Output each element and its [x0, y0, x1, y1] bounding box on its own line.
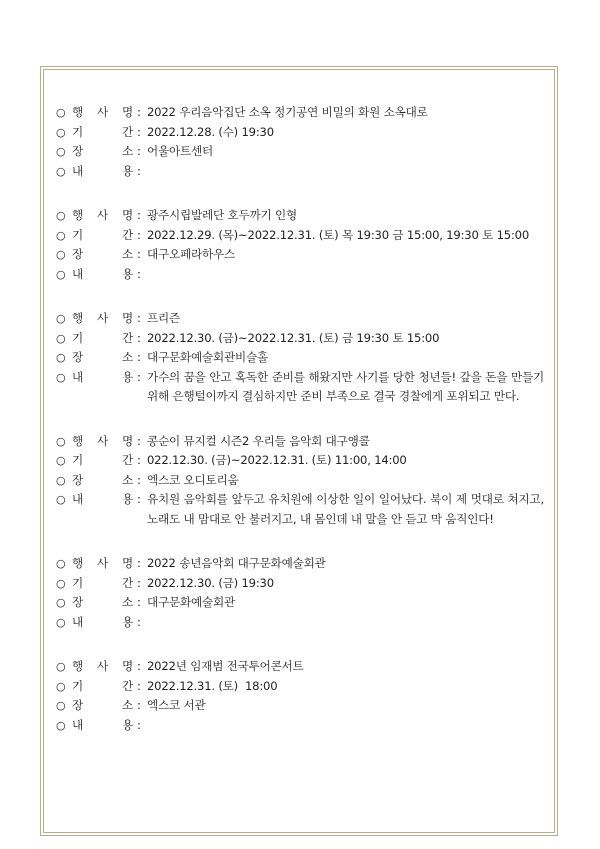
label-venue: 장 소 [72, 595, 133, 609]
label-content: 내 용 [72, 369, 133, 384]
event-period-row [56, 226, 544, 246]
bullet-icon: ○ [56, 576, 66, 590]
colon: : [137, 556, 141, 570]
label-name: 행 사 명 [72, 556, 133, 570]
colon: : [137, 717, 141, 732]
colon: : [137, 350, 141, 364]
event-list [56, 103, 548, 760]
colon: : [137, 208, 141, 222]
event-name-row [56, 103, 544, 123]
bullet-icon: ○ [56, 351, 66, 364]
event-name-row [56, 206, 544, 226]
label-venue: 장 소 [72, 247, 133, 261]
event-name-row [56, 309, 544, 329]
colon: : [137, 247, 141, 261]
event-content-row [56, 265, 544, 285]
event-content-row [56, 368, 548, 407]
event-name-row [56, 554, 544, 574]
label-period: 기 간 [72, 575, 133, 590]
bullet-icon: ○ [56, 434, 66, 448]
event-period-row [56, 574, 544, 594]
bullet-icon: ○ [56, 615, 66, 629]
bullet-icon: ○ [56, 209, 66, 222]
event-venue-row [56, 593, 544, 613]
colon: : [137, 266, 141, 281]
event-period-row [56, 677, 544, 697]
bullet-icon: ○ [56, 473, 66, 487]
label-content: 내 용 [72, 266, 133, 281]
event-venue: 어울아트센터 [147, 144, 213, 158]
event-period: 2022.12.31. (토) 18:00 [147, 678, 278, 693]
colon: : [137, 369, 141, 384]
event-period: 2022.12.28. (수) 19:30 [147, 124, 274, 139]
event-item [56, 309, 548, 407]
event-period-row [56, 123, 544, 143]
event-period: 2022.12.30. (금)~2022.12.31. (토) 금 19:30 토 15:00 [147, 330, 440, 345]
bullet-icon: ○ [56, 454, 66, 467]
colon: : [137, 575, 141, 590]
bullet-icon: ○ [56, 248, 66, 261]
event-venue-row [56, 245, 544, 265]
event-venue-row [56, 142, 544, 162]
event-name: 2022년 임재범 전국투어콘서트 [147, 659, 304, 673]
label-period: 기 간 [72, 453, 133, 467]
bullet-icon: ○ [56, 145, 66, 158]
bullet-icon: ○ [56, 718, 66, 732]
bullet-icon: ○ [56, 106, 66, 119]
event-venue-row [56, 348, 544, 368]
label-content: 내 용 [72, 492, 133, 506]
label-venue: 장 소 [72, 472, 133, 487]
colon: : [137, 614, 141, 629]
colon: : [137, 678, 141, 693]
event-content-row [56, 490, 548, 529]
colon: : [137, 311, 141, 325]
bullet-icon: ○ [56, 125, 66, 139]
event-name: 프리즌 [147, 311, 180, 325]
label-period: 기 간 [72, 227, 133, 242]
label-venue: 장 소 [72, 698, 133, 712]
colon: : [137, 105, 141, 119]
event-content-row [56, 613, 544, 633]
label-name: 행 사 명 [72, 433, 133, 448]
event-content-row [56, 162, 544, 182]
event-name: 2022 송년음악회 대구문화예술회관 [147, 556, 326, 570]
event-period: 022.12.30. (금)~2022.12.31. (토) 11:00, 14:00 [147, 453, 407, 467]
event-period: 2022.12.30. (금) 19:30 [147, 575, 274, 590]
colon: : [137, 227, 141, 242]
label-period: 기 간 [72, 678, 133, 693]
bullet-icon: ○ [56, 164, 66, 178]
event-period: 2022.12.29. (목)~2022.12.31. (토) 목 19:30 금 15:00, 19:30 토 15:00 [147, 227, 530, 242]
event-venue-row [56, 696, 544, 716]
label-period: 기 간 [72, 330, 133, 345]
event-name: 2022 우리음악집단 소옥 정기공연 비밀의 화원 소옥대로 [147, 105, 428, 119]
colon: : [137, 453, 141, 467]
label-name: 행 사 명 [72, 208, 133, 222]
label-content: 내 용 [72, 163, 133, 178]
bullet-icon: ○ [56, 331, 66, 345]
label-name: 행 사 명 [72, 311, 133, 325]
label-name: 행 사 명 [72, 659, 133, 673]
bullet-icon: ○ [56, 596, 66, 609]
bullet-icon: ○ [56, 493, 66, 506]
bullet-icon: ○ [56, 557, 66, 570]
event-venue: 대구오페라하우스 [147, 247, 235, 261]
colon: : [137, 433, 141, 448]
event-content: 유치원 음악회를 앞두고 유치원에 이상한 일이 일어났다. 북이 제 멋대로 쳐지고, 노래도 내 맘대로 안 불러지고, 내 몸인데 내 말을 안 듣고 막 움직인다! [147, 492, 548, 526]
bullet-icon: ○ [56, 679, 66, 693]
label-venue: 장 소 [72, 144, 133, 158]
colon: : [137, 144, 141, 158]
colon: : [137, 472, 141, 487]
colon: : [137, 124, 141, 139]
colon: : [137, 492, 141, 506]
event-venue: 대구문화예술회관비슬홀 [147, 350, 268, 364]
event-item [56, 103, 544, 181]
event-venue-row [56, 471, 544, 491]
event-item [56, 432, 548, 530]
colon: : [137, 330, 141, 345]
colon: : [137, 698, 141, 712]
event-name: 콩순이 뮤지컬 시즌2 우리들 음악회 대구앵콜 [147, 433, 370, 448]
bullet-icon: ○ [56, 699, 66, 712]
event-venue: 엑스코 서관 [147, 698, 206, 712]
label-venue: 장 소 [72, 350, 133, 364]
event-name: 광주시립발레단 호두까기 인형 [147, 208, 297, 222]
event-name-row [56, 657, 544, 677]
event-period-row [56, 329, 544, 349]
bullet-icon: ○ [56, 267, 66, 281]
event-name-row [56, 432, 544, 452]
colon: : [137, 659, 141, 673]
label-content: 내 용 [72, 717, 133, 732]
event-item [56, 554, 544, 632]
bullet-icon: ○ [56, 228, 66, 242]
colon: : [137, 595, 141, 609]
label-content: 내 용 [72, 614, 133, 629]
label-period: 기 간 [72, 124, 133, 139]
event-venue: 대구문화예술회관 [147, 595, 235, 609]
event-venue: 엑스코 오디토리움 [147, 472, 239, 487]
bullet-icon: ○ [56, 312, 66, 325]
colon: : [137, 163, 141, 178]
event-item [56, 657, 544, 735]
bullet-icon: ○ [56, 660, 66, 673]
event-content-row [56, 716, 544, 736]
event-item [56, 206, 544, 284]
event-period-row [56, 451, 544, 471]
label-name: 행 사 명 [72, 105, 133, 119]
event-content: 가수의 꿈을 안고 혹독한 준비를 해왔지만 사기를 당한 청년들! 갚을 돈을 만들기 위해 은행털이까지 결심하지만 준비 부족으로 결국 경찰에게 포위되고 만다. [147, 369, 548, 403]
bullet-icon: ○ [56, 370, 66, 384]
